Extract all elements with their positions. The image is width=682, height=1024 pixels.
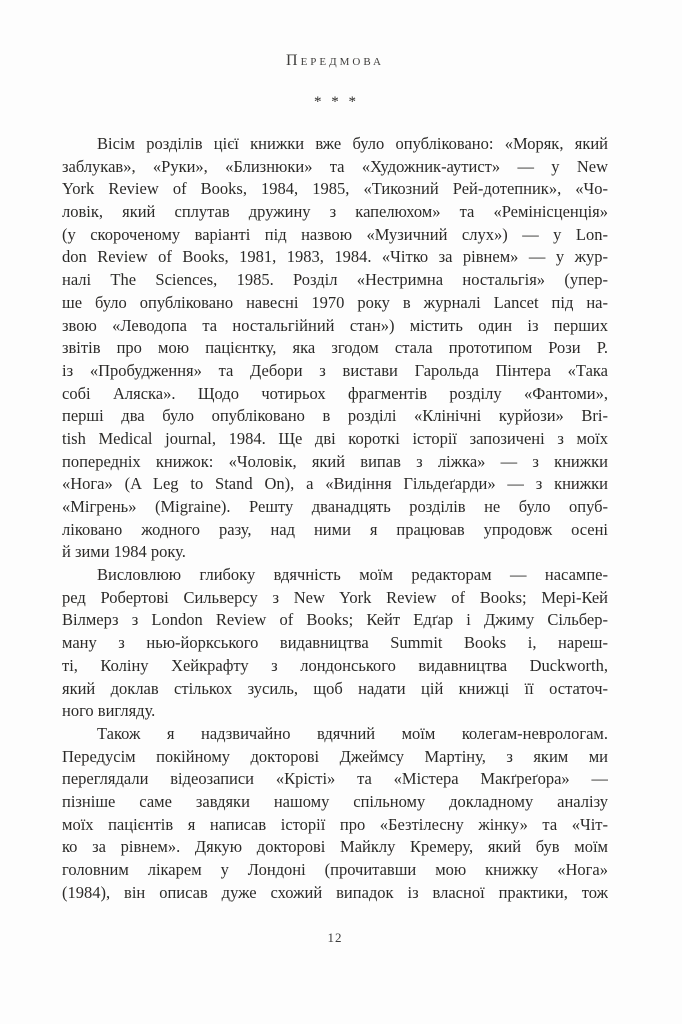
text-line: (у скороченому варіанті під назвою «Музичний слух») — у Lon- — [62, 224, 608, 244]
text-line: ред Робертові Сильверсу з New York Review of Books; Мері-Кей — [62, 587, 608, 607]
text-line: «Нога» (A Leg to Stand On), а «Видіння Гільдеґарди» — з книжки — [62, 474, 608, 494]
section-separator: * * * — [314, 94, 356, 110]
text-line: перші два було опубліковано в розділі «Клінічні курйози» Bri- — [62, 406, 608, 426]
chapter-header: Передмова — [286, 52, 384, 69]
text-body — [62, 133, 608, 904]
page-number: 12 — [327, 930, 343, 945]
paragraph — [62, 133, 608, 564]
text-line: й зими 1984 року. — [62, 542, 186, 562]
text-line: ті, Коліну Хейкрафту з лондонського видавництва Duckworth, — [62, 655, 608, 675]
text-line: Висловлюю глибоку вдячність моїм редакторам — насампе- — [97, 565, 608, 585]
text-line: собі Аляска». Щодо чотирьох фрагментів розділу «Фантоми», — [62, 383, 608, 403]
text-line: don Review of Books, 1981, 1983, 1984. «Чітко за рівнем» — у жур- — [62, 247, 608, 267]
text-line: York Review of Books, 1984, 1985, «Тикозний Рей-дотепник», «Чо- — [62, 179, 608, 199]
text-line: Передусім покійному докторові Джеймсу Мартіну, з яким ми — [62, 746, 608, 766]
text-line: звітів про мою пацієнтку, яка згодом стала прототипом Рози Р. — [62, 338, 608, 358]
text-line: пізніше саме завдяки нашому спільному докладному аналізу — [62, 791, 608, 811]
text-line: «Мігрень» (Migraine). Решту дванадцять розділів не було опуб- — [62, 497, 608, 516]
text-line: (1984), він описав дуже схожий випадок із власної практики, тож — [62, 882, 608, 902]
text-line: головним лікарем у Лондоні (прочитавши мою книжку «Нога» — [62, 860, 608, 879]
text-line: Вісім розділів цієї книжки вже було опубліковано: «Моряк, який — [97, 134, 608, 153]
text-line: Вілмерз з London Review of Books; Кейт Едґар і Джиму Сільбер- — [62, 610, 608, 630]
text-line: заблукав», «Руки», «Близнюки» та «Художник-аутист» — у New — [62, 156, 608, 176]
text-line: ліковано жодного разу, над ними я працював упродовж осені — [62, 519, 608, 539]
paragraph — [62, 564, 608, 723]
text-line: який доклав стількох зусиль, щоб надати цій книжці її остаточ- — [62, 678, 608, 698]
text-line: ко за рівнем». Дякую докторові Майклу Кремеру, який був моїм — [62, 837, 608, 857]
text-line: ного вигляду. — [62, 701, 156, 721]
text-line: tish Medical journal, 1984. Ще дві короткі історії запозичені з моїх — [62, 428, 608, 448]
text-line: Також я надзвичайно вдячний моїм колегам-неврологам. — [97, 723, 608, 743]
text-line: моїх пацієнтів я написав історії про «Безтілесну жінку» та «Чіт- — [62, 814, 608, 834]
text-line: звою «Леводопа та ностальгійний стан») містить один із перших — [62, 315, 608, 335]
text-line: ловік, який сплутав дружину з капелюхом» та «Ремінісценція» — [62, 202, 608, 222]
text-line: попередніх книжок: «Чоловік, який випав з ліжка» — з книжки — [62, 451, 608, 471]
text-line: переглядали відеозаписи «Крісті» та «Містера Макґреґора» — — [62, 769, 608, 789]
text-line: ману з нью-йоркського видавництва Summit Books і, нареш- — [62, 633, 608, 653]
text-line: із «Пробудження» та Дебори з вистави Гарольда Пінтера «Така — [62, 360, 608, 380]
text-line: налі The Sciences, 1985. Розділ «Нестримна ностальгія» (упер- — [62, 270, 608, 290]
paragraph — [62, 723, 608, 905]
text-line: ше було опубліковано навесні 1970 року в журналі Lancet під на- — [62, 292, 608, 312]
